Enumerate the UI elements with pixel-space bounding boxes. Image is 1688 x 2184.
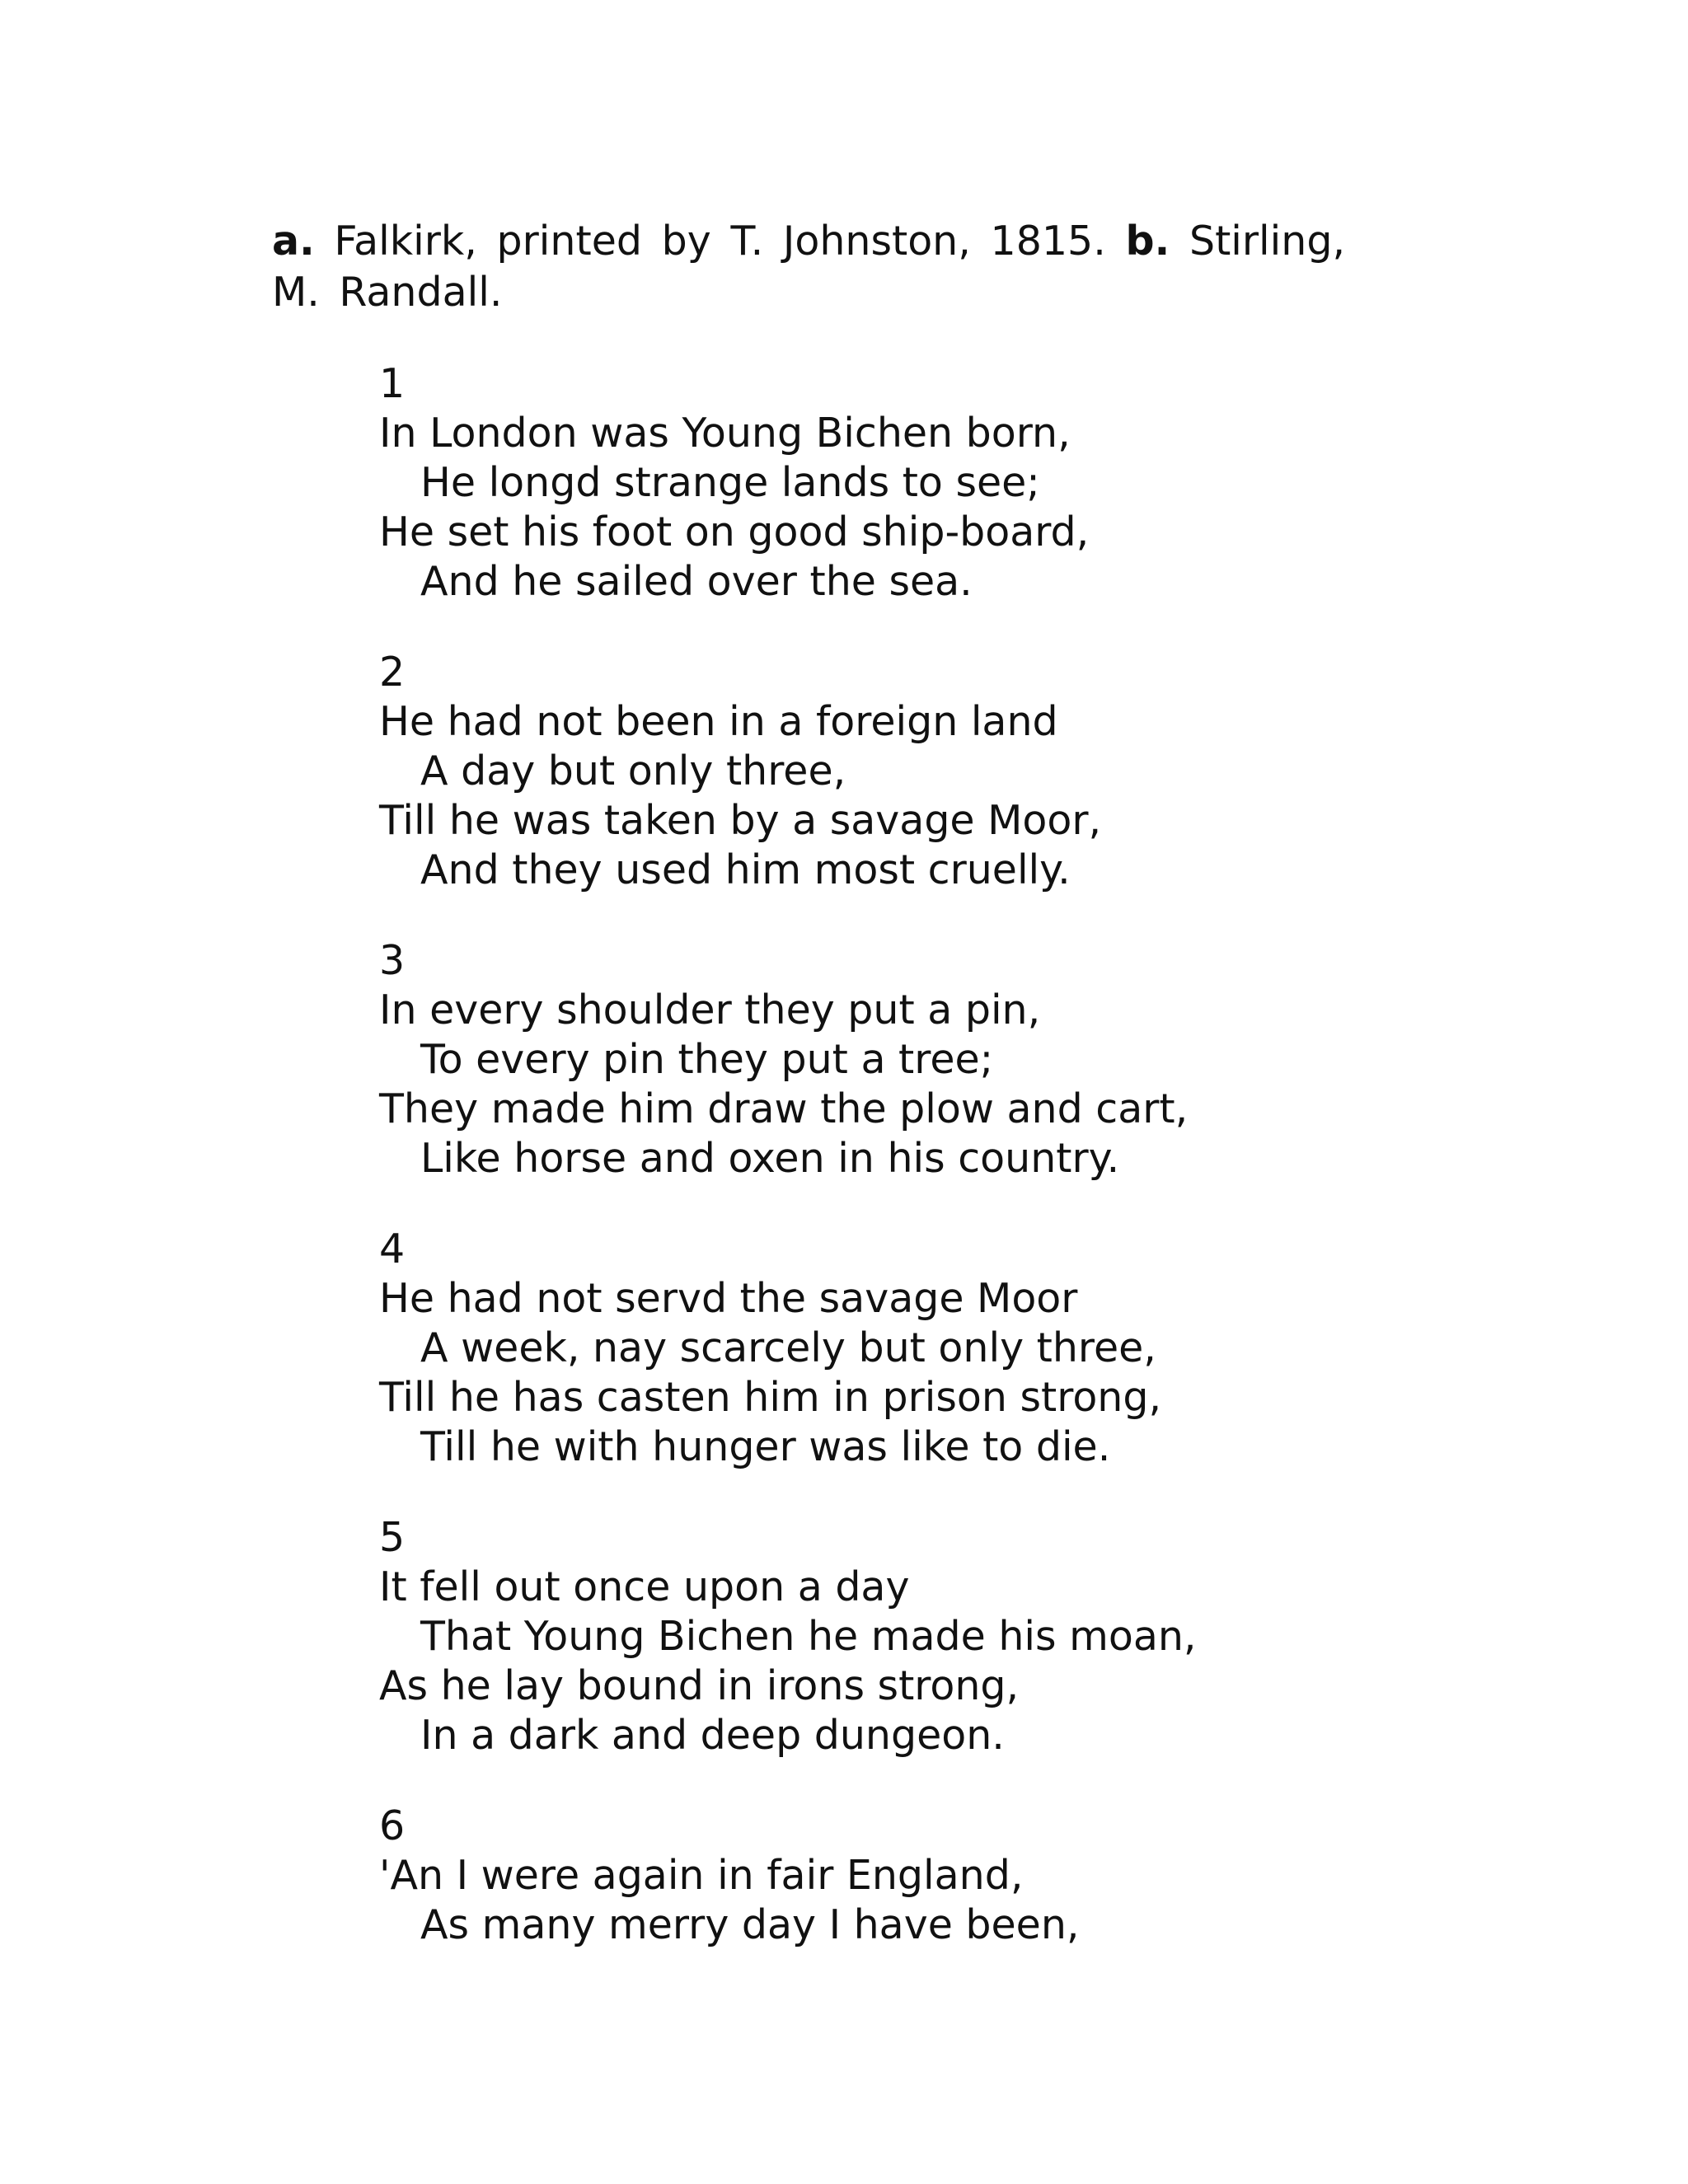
verse-line: He had not been in a foreign land	[379, 698, 1058, 745]
verse-line: A week, nay scarcely but only three,	[420, 1324, 1156, 1371]
source-note	[272, 216, 1345, 318]
verse-line: It fell out once upon a day	[379, 1563, 910, 1610]
verse-line: In every shoulder they put a pin,	[379, 987, 1041, 1033]
verse-line: In a dark and deep dungeon.	[420, 1712, 1005, 1759]
stanza	[379, 1225, 1368, 1472]
stanza-number: 4	[379, 1226, 406, 1272]
verse-line: And he sailed over the sea.	[420, 558, 973, 605]
source-a-label: a.	[272, 218, 315, 265]
verse-line: A day but only three,	[420, 748, 846, 794]
verse-line: Till he has casten him in prison strong,	[379, 1374, 1162, 1421]
verse-line: As many merry day I have been,	[420, 1901, 1080, 1948]
source-b-label: b.	[1125, 218, 1170, 265]
stanza	[379, 1513, 1368, 1760]
verse-line: He set his foot on good ship-board,	[379, 509, 1090, 555]
verse-line: And they used him most cruelly.	[420, 846, 1071, 893]
verse-line: To every pin they put a tree;	[420, 1036, 994, 1083]
verse-line: Till he was taken by a savage Moor,	[379, 797, 1102, 844]
verse-line: He longd strange lands to see;	[420, 459, 1040, 506]
verse-line: That Young Bichen he made his moan,	[420, 1613, 1197, 1660]
verse-line: In London was Young Bichen born,	[379, 410, 1071, 457]
verse-line: As he lay bound in irons strong,	[379, 1662, 1020, 1709]
stanza-number: 5	[379, 1514, 406, 1561]
verse-line: 'An I were again in fair England,	[379, 1852, 1024, 1899]
stanza-number: 1	[379, 360, 406, 407]
verse-line: He had not servd the savage Moor	[379, 1275, 1078, 1322]
source-b-text: Stirling, M. Randall.	[272, 218, 1346, 316]
stanza	[379, 359, 1368, 607]
stanza-number: 3	[379, 937, 406, 984]
source-a-text: Falkirk, printed by T. Johnston, 1815.	[334, 218, 1106, 265]
stanza	[379, 648, 1368, 895]
stanza	[379, 1802, 1368, 1950]
verse-line: Like horse and oxen in his country.	[420, 1135, 1120, 1182]
ballad-text	[379, 359, 1368, 1991]
stanza	[379, 936, 1368, 1183]
stanza-number: 6	[379, 1802, 406, 1849]
stanza-number: 2	[379, 649, 406, 696]
verse-line: They made him draw the plow and cart,	[379, 1085, 1189, 1132]
verse-line: Till he with hunger was like to die.	[420, 1423, 1111, 1470]
